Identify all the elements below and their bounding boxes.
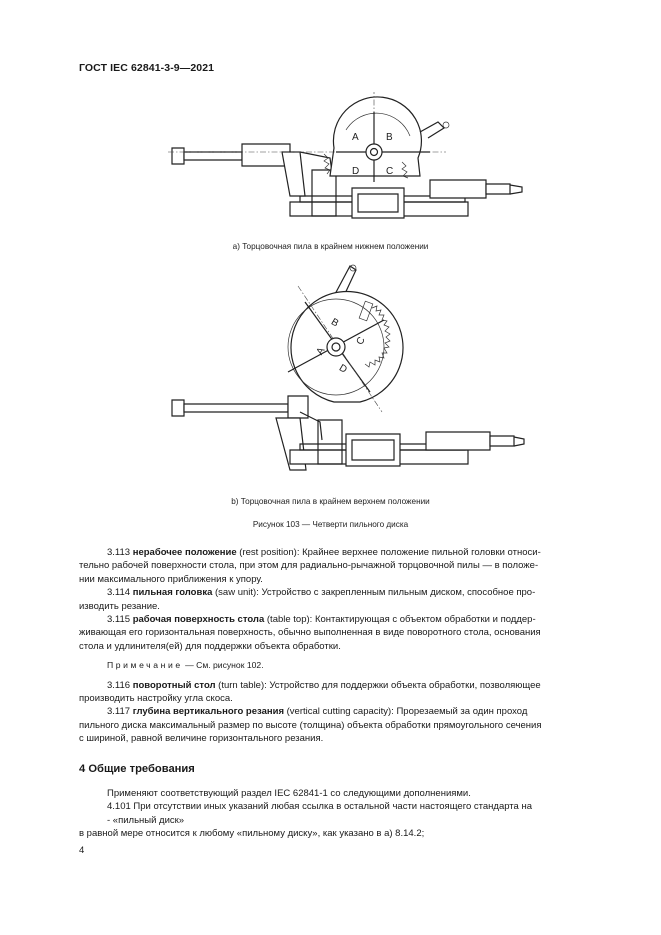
figure-b-drawing [0, 262, 661, 484]
quarter-label-b: B [386, 132, 393, 143]
figure-title: Рисунок 103 — Четверти пильного диска [252, 520, 409, 529]
document-header: ГОСТ IEC 62841-3-9—2021 [79, 62, 215, 74]
quarter-label-a: A [314, 345, 328, 357]
quarter-label-c: C [386, 166, 394, 177]
figure-b-caption: b) Торцовочная пила в крайнем верхнем положении [231, 497, 430, 506]
figure-a-drawing [0, 92, 661, 232]
note: Примечание — См. рисунок 102. [107, 660, 264, 671]
page-number: 4 [79, 845, 85, 856]
definition-3-113: 3.113 нерабочее положение (rest position): Крайнее верхнее положение пильной головки относи- [107, 547, 541, 558]
quarter-label-b: B [329, 316, 341, 330]
term-title: поворотный стол [132, 679, 216, 691]
quarter-label-a: A [352, 132, 359, 143]
term-title: глубина вертикального резания [132, 706, 284, 718]
definition-3-115: 3.115 рабочая поверхность стола (table top): Контактирующая с объектом обработки и поддер- [107, 614, 536, 626]
quarter-label-d: D [337, 362, 349, 376]
definition-3-116: 3.116 поворотный стол (turn table): Устройство для поддержки объекта обработки, позволяющее [107, 679, 541, 691]
definition-3-117: 3.117 глубина вертикального резания (vertical cutting capacity): Прорезаемый за один проход [107, 706, 528, 718]
definitions-block: 3.113 нерабочее положение (rest position): Крайнее верхнее положение пильной головки относи- тельно рабочей поверхности стола, при этом для радиально-рычажной торцовочной пилы — в положе- нии максимального приближения к упору. 3.114 пильная головка (saw unit): Устройство с закрепленным пильным диском, способное про- изводить резание. 3.115 рабочая поверхность стола (table top): Контактирующая с объектом обработки и поддер- живающая его горизонтальная поверхность, обычно выполненная в виде поворотного стола, основания стола и удлинителя(ей) для поддержки объекта обработки. Примечание — См. рисунок 102. 3.116 поворотный стол (turn table): Устройство для поддержки объекта обработки, позволяющее производить настройку угла скоса. 3.117 глубина вертикального резания (vertical cutting capacity): Прорезаемый за один проход пильного диска максимальный размер по высоте (толщина) объекта обработки прямоугольного сечения с шириной, равной величине горизонтального резания. [79, 546, 582, 746]
figure-a-caption: а) Торцовочная пила в крайнем нижнем положении [232, 242, 429, 251]
quarter-label-c: C [354, 335, 368, 347]
section-title: 4 Общие требования [79, 763, 195, 775]
term-title: рабочая поверхность стола [132, 614, 265, 626]
quarter-label-d: D [352, 166, 360, 177]
section-body: Применяют соответствующий раздел IEC 62841-1 со следующими дополнениями. 4.101 При отсутствии иных указаний любая ссылка в остальной части настоящего стандарта на - «пильный диск» в равной мере относится к любому «пильному диску», как указано в а) 8.14.2; [79, 788, 532, 840]
term-title: пильная головка [132, 587, 213, 599]
definition-3-114: 3.114 пильная головка (saw unit): Устройство с закрепленным пильным диском, способное про- [107, 587, 536, 599]
term-title: нерабочее положение [132, 547, 237, 558]
